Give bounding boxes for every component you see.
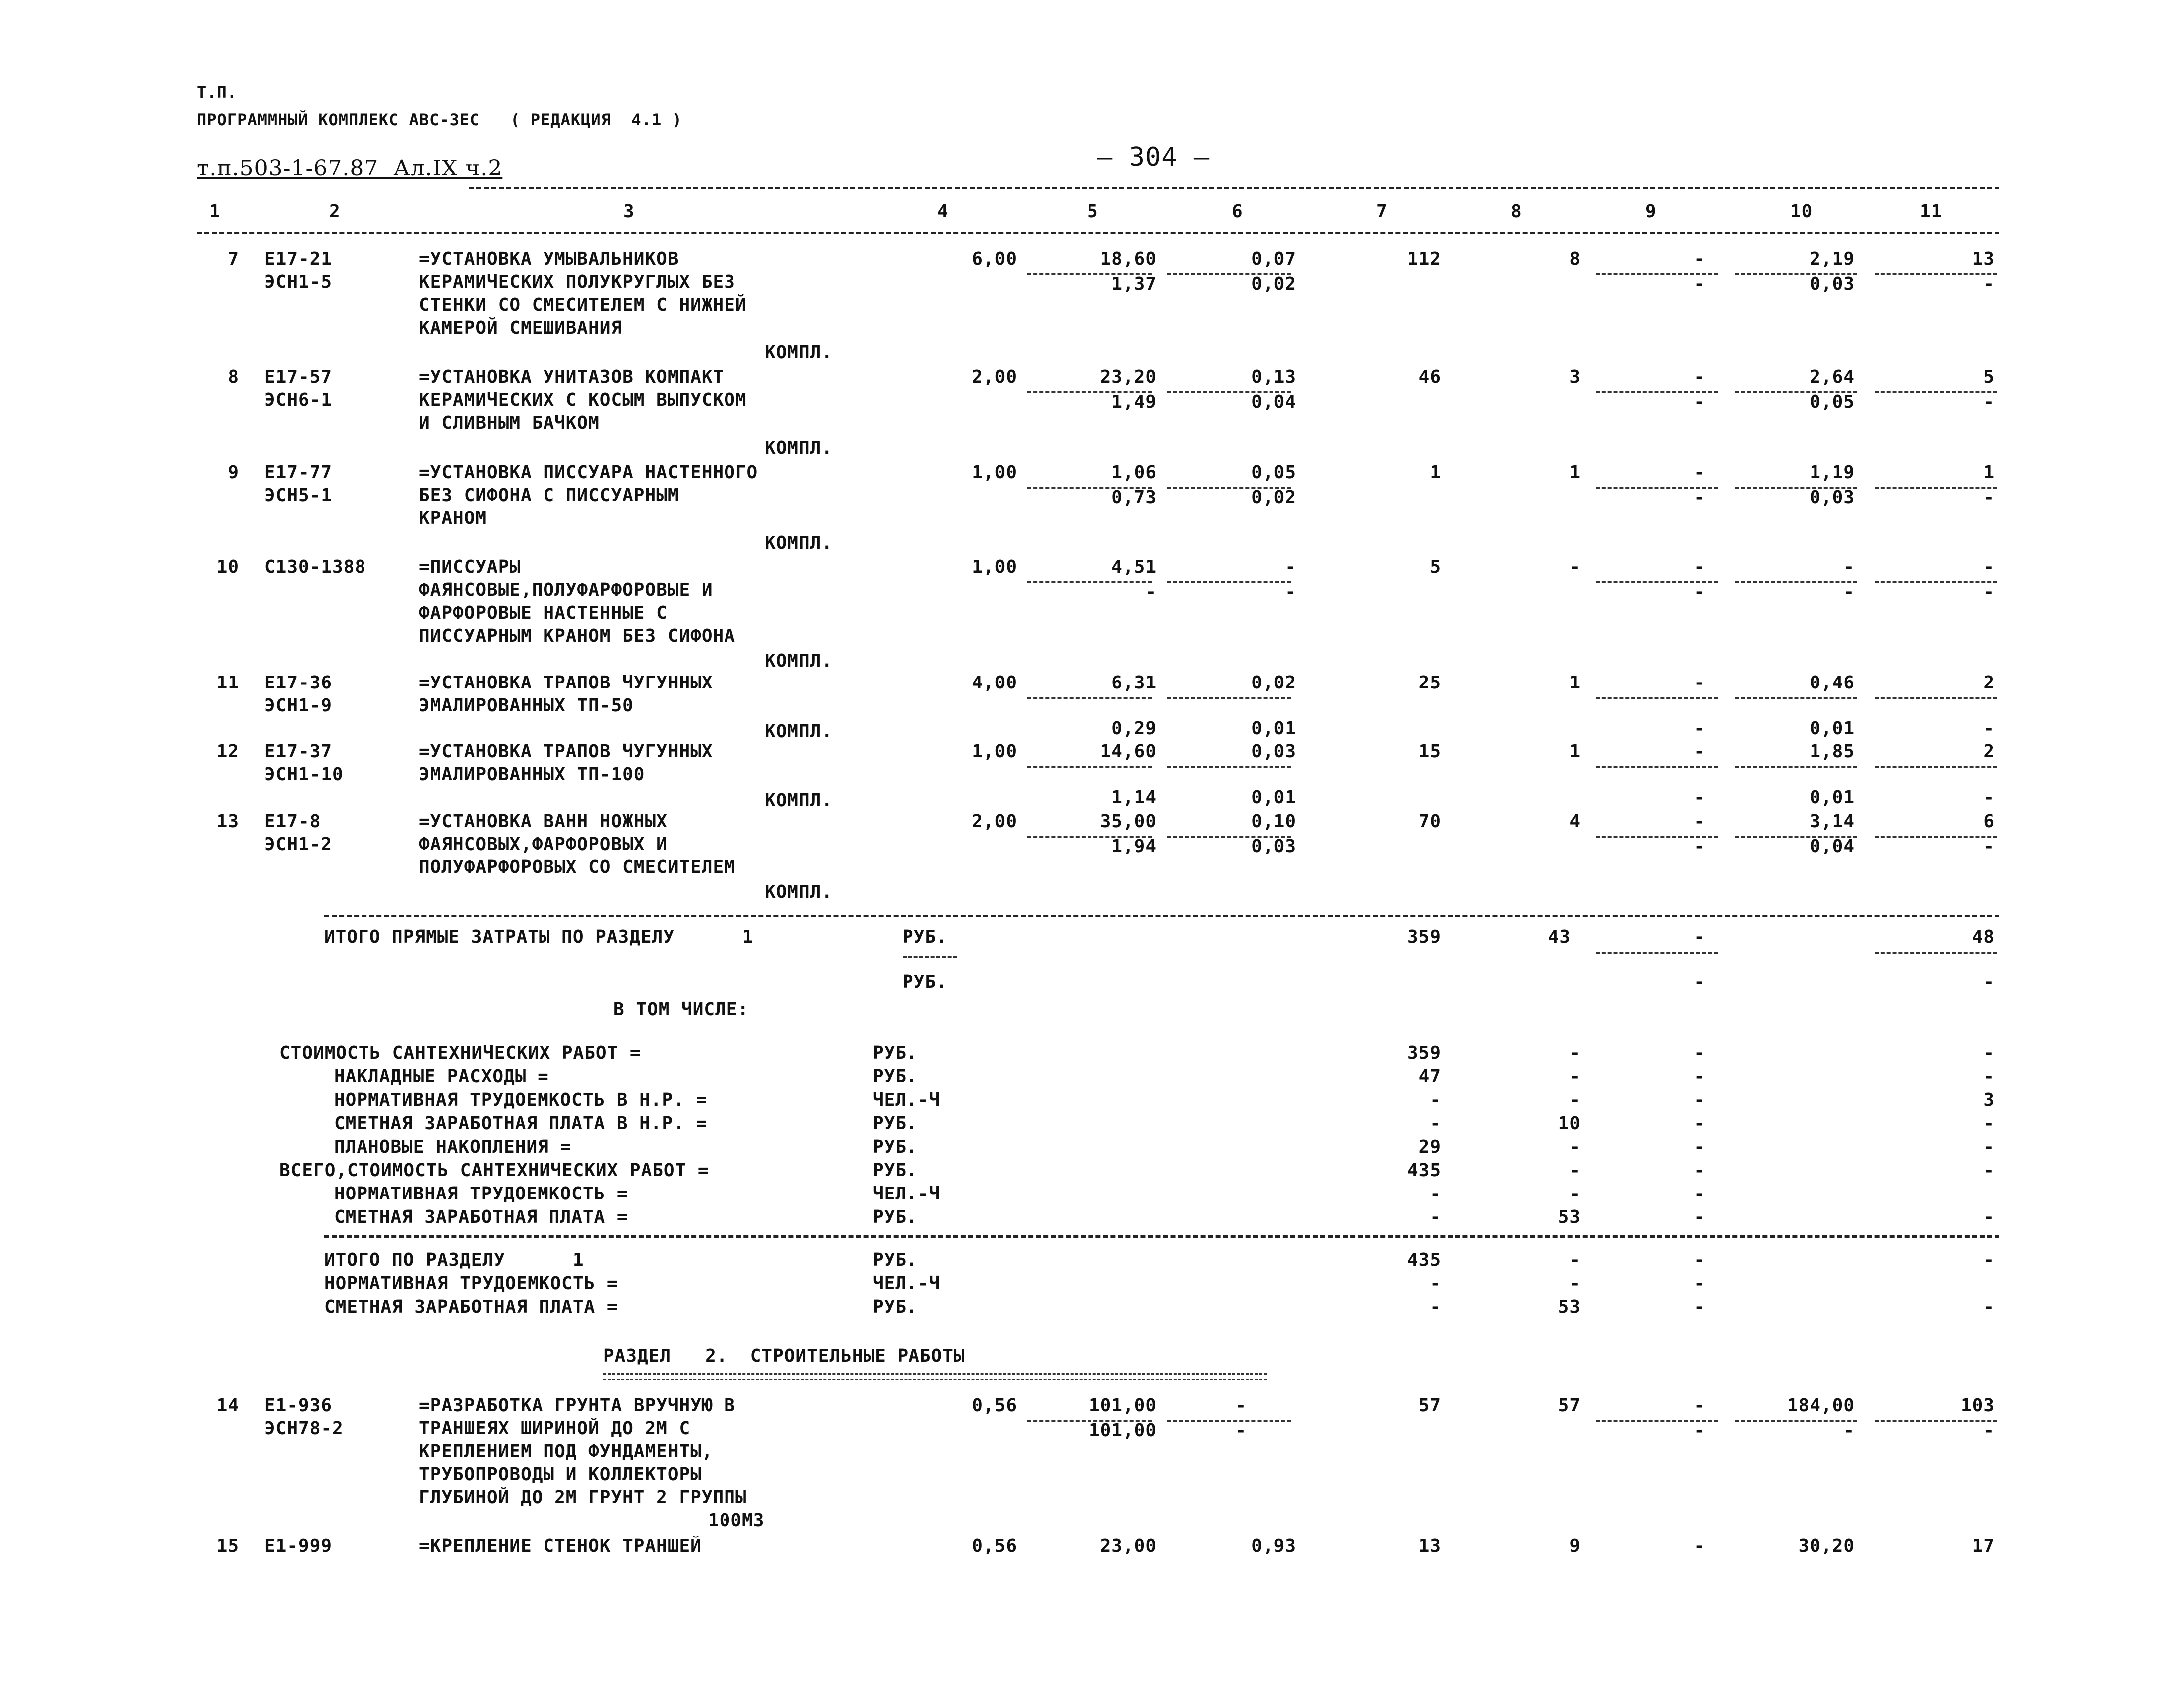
col-9-sub: - [1694, 718, 1705, 739]
col-9: - [1694, 462, 1705, 483]
unit-cost: 23,00 [1100, 1536, 1157, 1556]
total-cost: 112 [1407, 249, 1441, 269]
breakdown-unit: ЧЕЛ.-Ч [873, 1184, 941, 1204]
total-labor-sub: - [1983, 392, 1995, 412]
unit-wage: 101,00 [1089, 1420, 1157, 1441]
breakdown-label: ВСЕГО,СТОИМОСТЬ САНТЕХНИЧЕСКИХ РАБОТ = [279, 1160, 709, 1181]
breakdown-labor: - [1983, 1113, 1995, 1134]
rule [1596, 766, 1718, 768]
section-total-unit: ЧЕЛ.-Ч [873, 1273, 941, 1294]
col-9: - [1694, 741, 1705, 762]
labor: 3,14 [1810, 811, 1855, 832]
norm-code: Е1-936 [264, 1395, 333, 1416]
breakdown-unit: РУБ. [873, 1160, 918, 1181]
unit-cost: 14,60 [1100, 741, 1157, 762]
breakdown-labor: - [1983, 1207, 1995, 1227]
unit: КОМПЛ. [764, 882, 833, 902]
unit-wage: - [1145, 582, 1157, 602]
quantity: 0,56 [972, 1395, 1017, 1416]
unit-machine-wage: 0,02 [1251, 274, 1296, 294]
work-description: =РАЗРАБОТКА ГРУНТА ВРУЧНУЮ В [419, 1395, 735, 1416]
unit-machine-cost: 0,07 [1251, 249, 1296, 269]
unit-machine-wage: 0,02 [1251, 487, 1296, 508]
column-header-rule [197, 232, 1999, 234]
unit-cost: 23,20 [1100, 367, 1157, 387]
norm-code: Е17-8 [264, 811, 321, 832]
row-number: 13 [216, 811, 239, 832]
breakdown-col9: - [1694, 1184, 1705, 1204]
breakdown-unit: РУБ. [873, 1066, 918, 1087]
rule [324, 1235, 1999, 1238]
col-9-sub: - [1694, 392, 1705, 412]
breakdown-labor: - [1983, 1066, 1995, 1087]
unit-wage: 0,73 [1111, 487, 1157, 508]
labor: 1,19 [1810, 462, 1855, 483]
total-cost: 46 [1418, 367, 1441, 387]
unit-machine-wage: 0,04 [1251, 392, 1296, 412]
breakdown-labor: - [1983, 1137, 1995, 1157]
labor: 30,20 [1798, 1536, 1855, 1556]
direct-costs-col9: - [1694, 927, 1705, 947]
quantity: 0,56 [972, 1536, 1017, 1556]
total-labor: 5 [1983, 367, 1995, 387]
rule [1735, 766, 1857, 768]
total-cost: 15 [1418, 741, 1441, 762]
unit-wage: 1,49 [1111, 392, 1157, 412]
total-cost: 5 [1430, 557, 1441, 577]
norm-code-2: ЭСН1-2 [264, 834, 333, 854]
including-label: В ТОМ ЧИСЛЕ: [613, 999, 749, 1020]
unit-machine-cost: - [1235, 1395, 1247, 1416]
total-cost: 25 [1418, 673, 1441, 693]
section-total-labor: - [1983, 1297, 1995, 1317]
unit: 100М3 [708, 1510, 765, 1531]
rule [1167, 697, 1291, 699]
norm-code-2: ЭСН78-2 [264, 1418, 344, 1439]
section-total-wage: 53 [1558, 1297, 1581, 1317]
breakdown-label: СМЕТНАЯ ЗАРАБОТНАЯ ПЛАТА = [334, 1207, 628, 1227]
work-description: КЕРАМИЧЕСКИХ ПОЛУКРУГЛЫХ БЕЗ [419, 272, 735, 292]
total-labor: - [1983, 557, 1995, 577]
quantity: 4,00 [972, 673, 1017, 693]
project-reference: т.п.503-1-67.87 Ал.IX ч.2 [197, 156, 503, 181]
breakdown-col9: - [1694, 1090, 1705, 1110]
unit-cost: 4,51 [1111, 557, 1157, 577]
direct-costs-col9-sub: - [1694, 972, 1705, 992]
breakdown-col9: - [1694, 1113, 1705, 1134]
direct-costs-labor: 48 [1972, 927, 1995, 947]
total-wage: 1 [1569, 741, 1581, 762]
norm-code-2: ЭСН1-9 [264, 695, 333, 716]
section-total-col9: - [1694, 1297, 1705, 1317]
labor-sub: 0,03 [1810, 487, 1855, 508]
rule [1027, 766, 1152, 768]
breakdown-labor: 3 [1983, 1090, 1995, 1110]
work-description: ТРАНШЕЯХ ШИРИНОЙ ДО 2М С [419, 1418, 691, 1439]
total-labor-sub: - [1983, 1420, 1995, 1441]
work-description: КЕРАМИЧЕСКИХ С КОСЫМ ВЫПУСКОМ [419, 390, 747, 410]
page-number: — 304 — [1097, 142, 1210, 172]
unit-machine-wage: 0,01 [1251, 718, 1296, 739]
section-total-label: ИТОГО ПО РАЗДЕЛУ 1 [324, 1250, 584, 1270]
work-description: И СЛИВНЫМ БАЧКОМ [419, 413, 600, 433]
column-number-2: 2 [329, 201, 341, 222]
breakdown-cost: - [1430, 1207, 1441, 1227]
labor: 2,19 [1810, 249, 1855, 269]
total-labor-sub: - [1983, 836, 1995, 856]
rule [1027, 697, 1152, 699]
breakdown-label: СТОИМОСТЬ САНТЕХНИЧЕСКИХ РАБОТ = [279, 1043, 641, 1063]
unit-machine-cost: 0,13 [1251, 367, 1296, 387]
labor-sub: - [1843, 582, 1855, 602]
unit-machine-cost: 0,10 [1251, 811, 1296, 832]
work-description: ФАЯНСОВЫХ,ФАРФОРОВЫХ И [419, 834, 668, 854]
total-labor: 2 [1983, 673, 1995, 693]
section-total-label: НОРМАТИВНАЯ ТРУДОЕМКОСТЬ = [324, 1273, 618, 1294]
labor-sub: 0,01 [1810, 718, 1855, 739]
section-total-col9: - [1694, 1273, 1705, 1294]
norm-code: Е17-77 [264, 462, 333, 483]
labor-sub: 0,05 [1810, 392, 1855, 412]
breakdown-label: НАКЛАДНЫЕ РАСХОДЫ = [334, 1066, 549, 1087]
direct-costs-labor-sub: - [1983, 972, 1995, 992]
column-number-6: 6 [1232, 201, 1243, 222]
quantity: 6,00 [972, 249, 1017, 269]
work-description: ТРУБОПРОВОДЫ И КОЛЛЕКТОРЫ [419, 1464, 702, 1485]
labor: 1,85 [1810, 741, 1855, 762]
labor: - [1843, 557, 1855, 577]
col-9-sub: - [1694, 487, 1705, 508]
unit-wage: 0,29 [1111, 718, 1157, 739]
unit: КОМПЛ. [764, 533, 833, 553]
column-number-7: 7 [1376, 201, 1388, 222]
rule [1596, 697, 1718, 699]
breakdown-wage: - [1569, 1090, 1581, 1110]
breakdown-label: ПЛАНОВЫЕ НАКОПЛЕНИЯ = [334, 1137, 572, 1157]
norm-code-2: ЭСН5-1 [264, 485, 333, 506]
unit-machine-wage: 0,01 [1251, 787, 1296, 808]
work-description: БЕЗ СИФОНА С ПИССУАРНЫМ [419, 485, 679, 506]
unit-wage: 1,94 [1111, 836, 1157, 856]
breakdown-col9: - [1694, 1043, 1705, 1063]
unit-wage: 1,14 [1111, 787, 1157, 808]
work-description: ФАРФОРОВЫЕ НАСТЕННЫЕ С [419, 603, 668, 623]
work-description: СТЕНКИ СО СМЕСИТЕЛЕМ С НИЖНЕЙ [419, 295, 747, 315]
unit-machine-cost: 0,05 [1251, 462, 1296, 483]
unit-cost: 6,31 [1111, 673, 1157, 693]
labor: 2,64 [1810, 367, 1855, 387]
work-description: =УСТАНОВКА ПИССУАРА НАСТЕННОГО [419, 462, 758, 483]
unit-cost: 18,60 [1100, 249, 1157, 269]
unit-cost: 1,06 [1111, 462, 1157, 483]
section-total-cost: 435 [1407, 1250, 1441, 1270]
norm-code: Е17-21 [264, 249, 333, 269]
section-total-wage: - [1569, 1250, 1581, 1270]
header-program-name: ПРОГРАММНЫЙ КОМПЛЕКС АВС-3ЕС ( РЕДАКЦИЯ 4.1 ) [197, 110, 682, 129]
col-9-sub: - [1694, 1420, 1705, 1441]
total-wage: 57 [1558, 1395, 1581, 1416]
work-description: КАМЕРОЙ СМЕШИВАНИЯ [419, 318, 623, 338]
total-labor: 13 [1972, 249, 1995, 269]
total-labor: 1 [1983, 462, 1995, 483]
direct-costs-total: 359 [1407, 927, 1441, 947]
col-9-sub: - [1694, 836, 1705, 856]
unit-cost: 101,00 [1089, 1395, 1157, 1416]
breakdown-cost: - [1430, 1090, 1441, 1110]
work-description: КРАНОМ [419, 508, 487, 528]
labor: 184,00 [1787, 1395, 1855, 1416]
work-description: ГЛУБИНОЙ ДО 2М ГРУНТ 2 ГРУППЫ [419, 1487, 747, 1508]
unit-machine-cost: 0,02 [1251, 673, 1296, 693]
total-labor-sub: - [1983, 787, 1995, 808]
breakdown-unit: РУБ. [873, 1113, 918, 1134]
total-wage: 4 [1569, 811, 1581, 832]
work-description: =УСТАНОВКА УНИТАЗОВ КОМПАКТ [419, 367, 725, 387]
col-9: - [1694, 367, 1705, 387]
quantity: 2,00 [972, 367, 1017, 387]
work-description: КРЕПЛЕНИЕМ ПОД ФУНДАМЕНТЫ, [419, 1441, 713, 1462]
row-number: 9 [228, 462, 239, 483]
work-description: =ПИССУАРЫ [419, 557, 521, 577]
total-cost: 1 [1430, 462, 1441, 483]
total-wage: 8 [1569, 249, 1581, 269]
header-rule [469, 187, 1999, 189]
work-description: =КРЕПЛЕНИЕ СТЕНОК ТРАНШЕЙ [419, 1536, 702, 1556]
quantity: 1,00 [972, 557, 1017, 577]
work-description: =УСТАНОВКА УМЫВАЛЬНИКОВ [419, 249, 679, 269]
breakdown-cost: - [1430, 1113, 1441, 1134]
col-9: - [1694, 1395, 1705, 1416]
total-wage: 9 [1569, 1536, 1581, 1556]
rule [1596, 952, 1718, 954]
col-9-sub: - [1694, 787, 1705, 808]
col-9: - [1694, 673, 1705, 693]
total-cost: 70 [1418, 811, 1441, 832]
labor-sub: 0,01 [1810, 787, 1855, 808]
breakdown-cost: 435 [1407, 1160, 1441, 1181]
breakdown-labor: - [1983, 1043, 1995, 1063]
unit-machine-cost: 0,93 [1251, 1536, 1296, 1556]
column-number-5: 5 [1087, 201, 1098, 222]
work-description: ПОЛУФАРФОРОВЫХ СО СМЕСИТЕЛЕМ [419, 857, 735, 877]
column-number-11: 11 [1920, 201, 1943, 222]
breakdown-wage: - [1569, 1066, 1581, 1087]
rule [1735, 697, 1857, 699]
unit-machine-wage: - [1285, 582, 1296, 602]
rule [1875, 697, 1997, 699]
row-number: 10 [216, 557, 239, 577]
unit: КОМПЛ. [764, 790, 833, 811]
column-number-9: 9 [1645, 201, 1657, 222]
column-number-4: 4 [937, 201, 949, 222]
work-description: ПИССУАРНЫМ КРАНОМ БЕЗ СИФОНА [419, 626, 735, 646]
unit-wage: 1,37 [1111, 274, 1157, 294]
row-number: 11 [216, 673, 239, 693]
rule [1875, 952, 1997, 954]
breakdown-wage: 53 [1558, 1207, 1581, 1227]
row-number: 12 [216, 741, 239, 762]
section-total-unit: РУБ. [873, 1297, 918, 1317]
unit: КОМПЛ. [764, 438, 833, 458]
row-number: 8 [228, 367, 239, 387]
section-total-wage: - [1569, 1273, 1581, 1294]
column-number-10: 10 [1790, 201, 1813, 222]
unit-machine-wage: - [1235, 1420, 1247, 1441]
breakdown-label: НОРМАТИВНАЯ ТРУДОЕМКОСТЬ В Н.Р. = [334, 1090, 708, 1110]
breakdown-label: СМЕТНАЯ ЗАРАБОТНАЯ ПЛАТА В Н.Р. = [334, 1113, 708, 1134]
rule [324, 915, 1999, 917]
total-wage: 1 [1569, 673, 1581, 693]
breakdown-unit: РУБ. [873, 1137, 918, 1157]
quantity: 2,00 [972, 811, 1017, 832]
breakdown-wage: - [1569, 1043, 1581, 1063]
row-number: 7 [228, 249, 239, 269]
total-wage: - [1569, 557, 1581, 577]
col-9: - [1694, 1536, 1705, 1556]
unit-machine-cost: 0,03 [1251, 741, 1296, 762]
unit-machine-wage: 0,03 [1251, 836, 1296, 856]
norm-code: С130-1388 [264, 557, 366, 577]
rule [1875, 766, 1997, 768]
col-9: - [1694, 811, 1705, 832]
total-labor: 6 [1983, 811, 1995, 832]
breakdown-labor: - [1983, 1160, 1995, 1181]
rule [1167, 766, 1291, 768]
unit: КОМПЛ. [764, 651, 833, 671]
section-2-title: РАЗДЕЛ 2. СТРОИТЕЛЬНЫЕ РАБОТЫ [603, 1346, 965, 1366]
breakdown-col9: - [1694, 1160, 1705, 1181]
norm-code: Е1-999 [264, 1536, 333, 1556]
breakdown-cost: 29 [1418, 1137, 1441, 1157]
total-wage: 3 [1569, 367, 1581, 387]
work-description: =УСТАНОВКА ВАНН НОЖНЫХ [419, 811, 668, 832]
work-description: ЭМАЛИРОВАННЫХ ТП-100 [419, 764, 645, 785]
section-total-labor: - [1983, 1250, 1995, 1270]
total-labor-sub: - [1983, 274, 1995, 294]
total-labor-sub: - [1983, 582, 1995, 602]
norm-code-2: ЭСН1-5 [264, 272, 333, 292]
breakdown-col9: - [1694, 1207, 1705, 1227]
direct-costs-wage: 43 [1548, 927, 1571, 947]
section-2-underline [603, 1373, 1267, 1380]
direct-costs-unit-2: РУБ. [903, 972, 948, 992]
breakdown-wage: - [1569, 1160, 1581, 1181]
breakdown-cost: 359 [1407, 1043, 1441, 1063]
labor-sub: - [1843, 1420, 1855, 1441]
breakdown-wage: 10 [1558, 1113, 1581, 1134]
breakdown-wage: - [1569, 1184, 1581, 1204]
labor-sub: 0,03 [1810, 274, 1855, 294]
total-labor: 103 [1960, 1395, 1995, 1416]
section-total-label: СМЕТНАЯ ЗАРАБОТНАЯ ПЛАТА = [324, 1297, 618, 1317]
labor: 0,46 [1810, 673, 1855, 693]
direct-costs-label: ИТОГО ПРЯМЫЕ ЗАТРАТЫ ПО РАЗДЕЛУ 1 [324, 927, 754, 947]
breakdown-unit: ЧЕЛ.-Ч [873, 1090, 941, 1110]
breakdown-unit: РУБ. [873, 1207, 918, 1227]
breakdown-wage: - [1569, 1137, 1581, 1157]
unit: КОМПЛ. [764, 721, 833, 742]
total-labor-sub: - [1983, 487, 1995, 508]
total-wage: 1 [1569, 462, 1581, 483]
work-description: ФАЯНСОВЫЕ,ПОЛУФАРФОРОВЫЕ И [419, 580, 713, 600]
breakdown-cost: - [1430, 1184, 1441, 1204]
labor-sub: 0,04 [1810, 836, 1855, 856]
norm-code: Е17-57 [264, 367, 333, 387]
breakdown-col9: - [1694, 1066, 1705, 1087]
work-description: ЭМАЛИРОВАННЫХ ТП-50 [419, 695, 634, 716]
section-total-cost: - [1430, 1273, 1441, 1294]
unit-cost: 35,00 [1100, 811, 1157, 832]
col-9-sub: - [1694, 582, 1705, 602]
col-9: - [1694, 249, 1705, 269]
column-number-8: 8 [1511, 201, 1522, 222]
total-labor-sub: - [1983, 718, 1995, 739]
direct-costs-unit: РУБ. [903, 927, 948, 947]
norm-code: Е17-36 [264, 673, 333, 693]
breakdown-cost: 47 [1418, 1066, 1441, 1087]
total-cost: 13 [1418, 1536, 1441, 1556]
row-number: 14 [216, 1395, 239, 1416]
total-labor: 17 [1972, 1536, 1995, 1556]
work-description: =УСТАНОВКА ТРАПОВ ЧУГУННЫХ [419, 673, 713, 693]
column-number-1: 1 [209, 201, 221, 222]
norm-code-2: ЭСН1-10 [264, 764, 344, 785]
quantity: 1,00 [972, 462, 1017, 483]
total-cost: 57 [1418, 1395, 1441, 1416]
breakdown-label: НОРМАТИВНАЯ ТРУДОЕМКОСТЬ = [334, 1184, 628, 1204]
total-labor: 2 [1983, 741, 1995, 762]
norm-code: Е17-37 [264, 741, 333, 762]
section-total-col9: - [1694, 1250, 1705, 1270]
section-total-unit: РУБ. [873, 1250, 918, 1270]
unit-machine-cost: - [1285, 557, 1296, 577]
column-number-3: 3 [623, 201, 635, 222]
rule [903, 956, 957, 958]
col-9: - [1694, 557, 1705, 577]
row-number: 15 [216, 1536, 239, 1556]
unit: КОМПЛ. [764, 342, 833, 363]
work-description: =УСТАНОВКА ТРАПОВ ЧУГУННЫХ [419, 741, 713, 762]
header-line-1: Т.П. [197, 83, 238, 102]
quantity: 1,00 [972, 741, 1017, 762]
breakdown-col9: - [1694, 1137, 1705, 1157]
section-total-cost: - [1430, 1297, 1441, 1317]
norm-code-2: ЭСН6-1 [264, 390, 333, 410]
col-9-sub: - [1694, 274, 1705, 294]
breakdown-unit: РУБ. [873, 1043, 918, 1063]
